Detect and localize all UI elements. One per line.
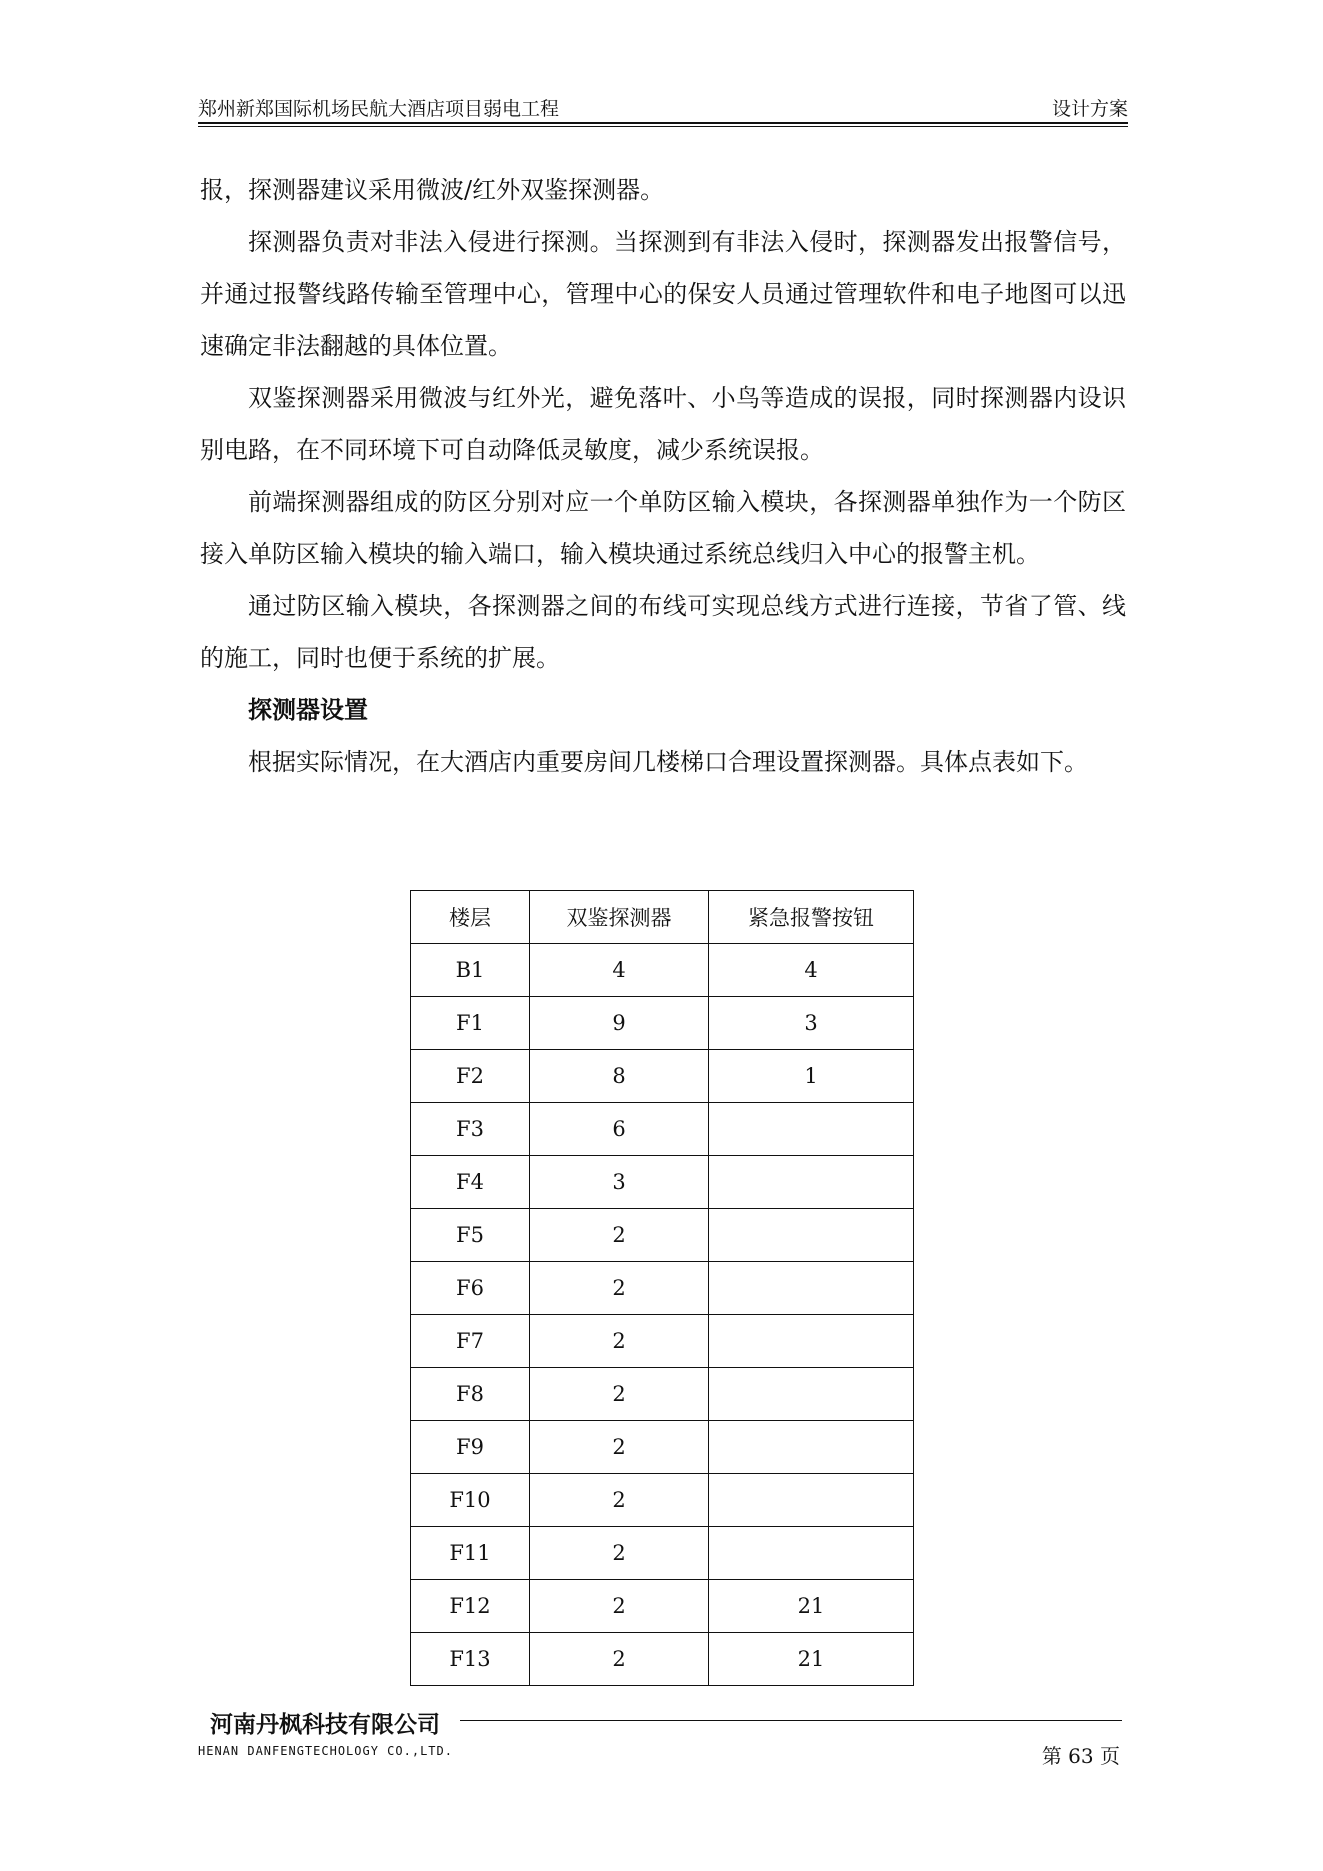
table-cell: 21 [709,1580,914,1633]
table-cell: 3 [530,1156,709,1209]
table-cell: 1 [709,1050,914,1103]
table-cell [709,1103,914,1156]
table-cell: F1 [411,997,530,1050]
paragraph: 双鉴探测器采用微波与红外光，避免落叶、小鸟等造成的误报，同时探测器内设识别电路，在不同环境下可自动降低灵敏度，减少系统误报。 [200,384,1126,464]
table-cell: F4 [411,1156,530,1209]
table-cell: F5 [411,1209,530,1262]
table-header-row [411,891,914,944]
table-row [411,1474,914,1527]
company-name-en: HENAN DANFENGTECHOLOGY CO.,LTD. [198,1744,453,1758]
table-cell: 21 [709,1633,914,1686]
header-rule-thin [198,126,1128,127]
table-cell: 8 [530,1050,709,1103]
table-cell: 2 [530,1209,709,1262]
table-cell: F8 [411,1368,530,1421]
table-row [411,944,914,997]
table-row [411,1156,914,1209]
table-cell: 4 [530,944,709,997]
table-row [411,1368,914,1421]
table-row [411,1209,914,1262]
table-cell: 2 [530,1633,709,1686]
table-row [411,997,914,1050]
page-footer [198,1702,1128,1768]
table-cell: 4 [709,944,914,997]
column-header: 双鉴探测器 [530,891,709,944]
detector-table [410,890,914,1686]
table-cell: F2 [411,1050,530,1103]
table-cell [709,1368,914,1421]
table-cell: F13 [411,1633,530,1686]
paragraph: 通过防区输入模块，各探测器之间的布线可实现总线方式进行连接，节省了管、线的施工，同时也便于系统的扩展。 [200,592,1126,672]
table-cell: B1 [411,944,530,997]
table-cell [709,1474,914,1527]
table-cell: 2 [530,1262,709,1315]
table-cell [709,1262,914,1315]
table-cell: 2 [530,1580,709,1633]
table-row [411,1103,914,1156]
table-row [411,1262,914,1315]
table-cell: F10 [411,1474,530,1527]
paragraph: 前端探测器组成的防区分别对应一个单防区输入模块，各探测器单独作为一个防区接入单防区输入模块的输入端口，输入模块通过系统总线归入中心的报警主机。 [200,488,1126,568]
table-cell: F3 [411,1103,530,1156]
table-cell: 3 [709,997,914,1050]
paragraph: 根据实际情况，在大酒店内重要房间几楼梯口合理设置探测器。具体点表如下。 [248,748,1088,776]
header-doc-type: 设计方案 [1051,98,1128,120]
table-cell [709,1156,914,1209]
table-cell: 6 [530,1103,709,1156]
body-text [200,164,1126,788]
table-row [411,1050,914,1103]
table-cell: F6 [411,1262,530,1315]
header-rule [198,122,1128,124]
table-cell: 2 [530,1421,709,1474]
table-cell: 9 [530,997,709,1050]
paragraph: 报，探测器建议采用微波/红外双鉴探测器。 [200,176,665,204]
table-cell: 2 [530,1368,709,1421]
section-heading: 探测器设置 [248,696,368,724]
company-name: 河南丹枫科技有限公司 [210,1712,440,1738]
table-row [411,1421,914,1474]
paragraph: 探测器负责对非法入侵进行探测。当探测到有非法入侵时，探测器发出报警信号，并通过报警线路传输至管理中心，管理中心的保安人员通过管理软件和电子地图可以迅速确定非法翻越的具体位置。 [200,228,1126,360]
table-cell: 2 [530,1527,709,1580]
table-cell: F9 [411,1421,530,1474]
table-cell [709,1315,914,1368]
page-number: 第 63 页 [1041,1744,1120,1768]
table-cell: 2 [530,1315,709,1368]
table-row [411,1315,914,1368]
footer-rule [460,1720,1122,1721]
column-header: 紧急报警按钮 [709,891,914,944]
table-cell [709,1421,914,1474]
table-cell: F11 [411,1527,530,1580]
column-header: 楼层 [411,891,530,944]
table-row [411,1580,914,1633]
table-cell: F12 [411,1580,530,1633]
table-row [411,1633,914,1686]
page-header [198,94,1128,128]
table-cell [709,1527,914,1580]
header-title: 郑州新郑国际机场民航大酒店项目弱电工程 [198,98,560,120]
table-cell: 2 [530,1474,709,1527]
table-row [411,1527,914,1580]
table-cell: F7 [411,1315,530,1368]
table-cell [709,1209,914,1262]
